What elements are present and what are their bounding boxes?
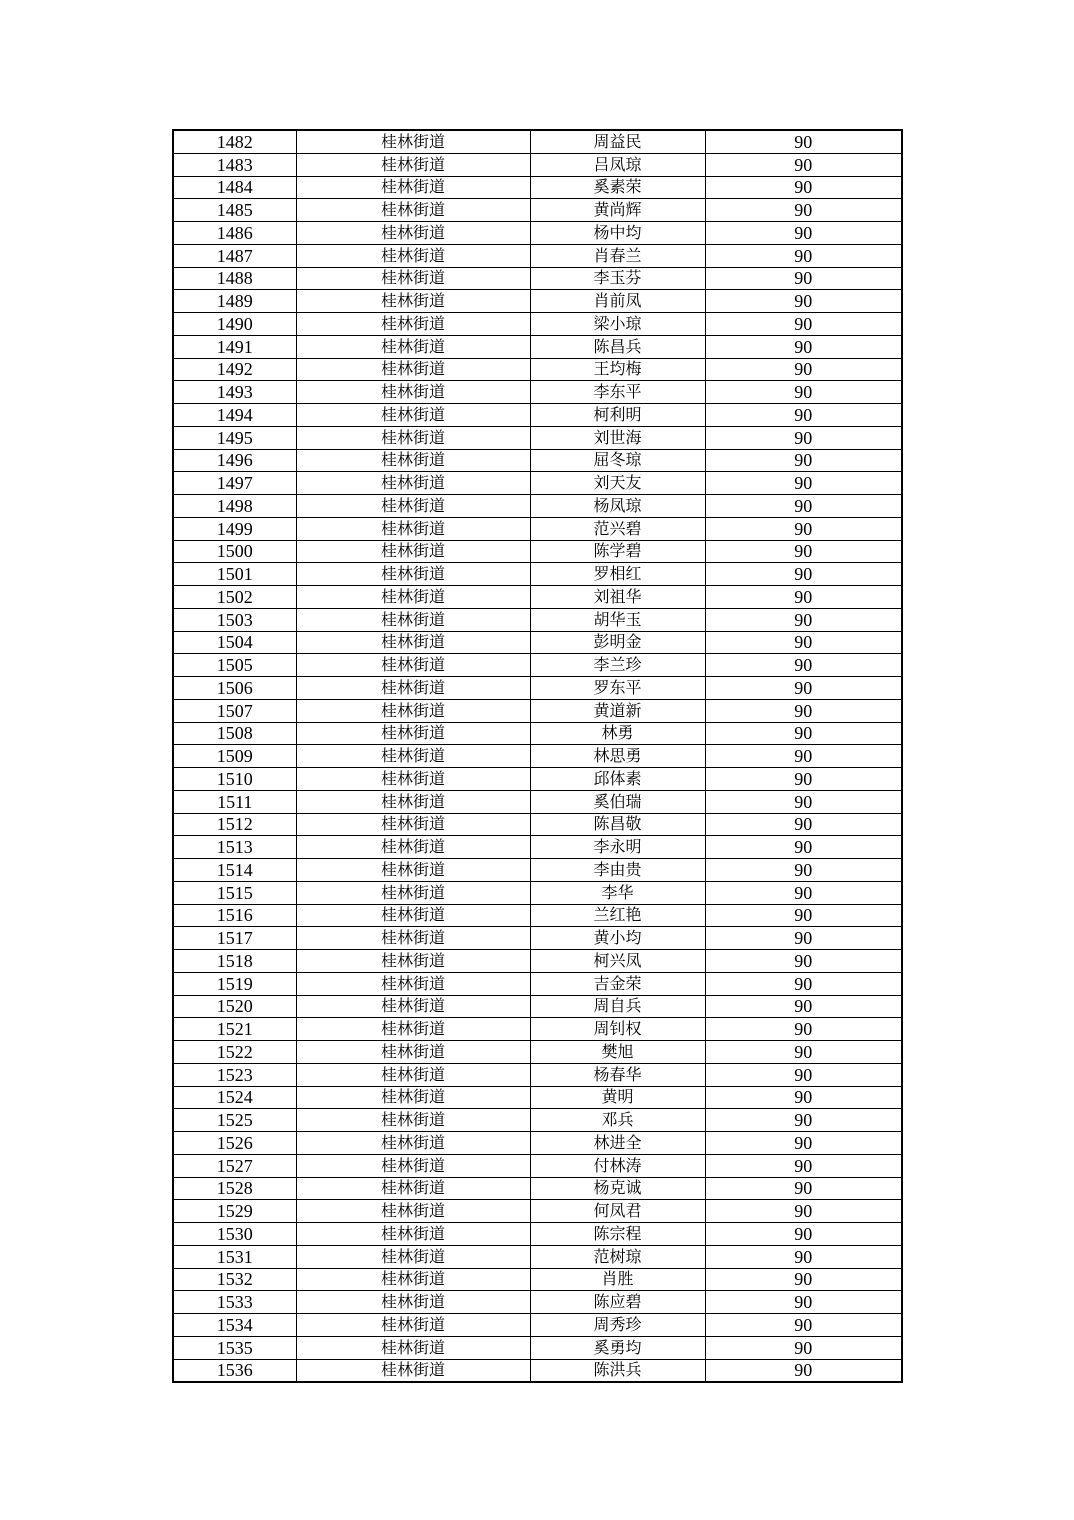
amount-cell: 90	[705, 995, 902, 1018]
amount-cell: 90	[705, 1154, 902, 1177]
subdistrict-cell: 桂林街道	[296, 813, 530, 836]
row-number-cell: 1489	[173, 290, 296, 313]
table-row	[173, 563, 902, 586]
table-row	[173, 1223, 902, 1246]
row-number-cell: 1499	[173, 517, 296, 540]
amount-cell: 90	[705, 358, 902, 381]
table-row	[173, 859, 902, 882]
amount-cell: 90	[705, 1132, 902, 1155]
amount-cell: 90	[705, 404, 902, 427]
table-row	[173, 1132, 902, 1155]
name-cell: 陈洪兵	[530, 1359, 705, 1382]
name-cell: 杨中均	[530, 222, 705, 245]
name-cell: 柯利明	[530, 404, 705, 427]
beneficiary-table	[172, 129, 903, 1383]
row-number-cell: 1490	[173, 313, 296, 336]
table-row	[173, 1109, 902, 1132]
row-number-cell: 1496	[173, 449, 296, 472]
subdistrict-cell: 桂林街道	[296, 176, 530, 199]
subdistrict-cell: 桂林街道	[296, 1086, 530, 1109]
subdistrict-cell: 桂林街道	[296, 426, 530, 449]
table-row	[173, 244, 902, 267]
name-cell: 梁小琼	[530, 313, 705, 336]
table-row	[173, 358, 902, 381]
subdistrict-cell: 桂林街道	[296, 404, 530, 427]
row-number-cell: 1515	[173, 881, 296, 904]
name-cell: 李东平	[530, 381, 705, 404]
amount-cell: 90	[705, 1041, 902, 1064]
amount-cell: 90	[705, 540, 902, 563]
amount-cell: 90	[705, 244, 902, 267]
name-cell: 黄小均	[530, 927, 705, 950]
subdistrict-cell: 桂林街道	[296, 199, 530, 222]
subdistrict-cell: 桂林街道	[296, 881, 530, 904]
name-cell: 邓兵	[530, 1109, 705, 1132]
name-cell: 柯兴凤	[530, 950, 705, 973]
row-number-cell: 1501	[173, 563, 296, 586]
amount-cell: 90	[705, 222, 902, 245]
subdistrict-cell: 桂林街道	[296, 722, 530, 745]
table-row	[173, 1268, 902, 1291]
table-row	[173, 176, 902, 199]
amount-cell: 90	[705, 768, 902, 791]
name-cell: 陈宗程	[530, 1223, 705, 1246]
amount-cell: 90	[705, 1291, 902, 1314]
row-number-cell: 1482	[173, 130, 296, 153]
table-row	[173, 449, 902, 472]
subdistrict-cell: 桂林街道	[296, 790, 530, 813]
subdistrict-cell: 桂林街道	[296, 654, 530, 677]
amount-cell: 90	[705, 563, 902, 586]
row-number-cell: 1521	[173, 1018, 296, 1041]
name-cell: 何凤君	[530, 1200, 705, 1223]
amount-cell: 90	[705, 495, 902, 518]
amount-cell: 90	[705, 449, 902, 472]
subdistrict-cell: 桂林街道	[296, 745, 530, 768]
name-cell: 刘世海	[530, 426, 705, 449]
amount-cell: 90	[705, 881, 902, 904]
row-number-cell: 1514	[173, 859, 296, 882]
subdistrict-cell: 桂林街道	[296, 1268, 530, 1291]
table-row	[173, 995, 902, 1018]
subdistrict-cell: 桂林街道	[296, 586, 530, 609]
amount-cell: 90	[705, 859, 902, 882]
name-cell: 刘祖华	[530, 586, 705, 609]
row-number-cell: 1504	[173, 631, 296, 654]
subdistrict-cell: 桂林街道	[296, 1336, 530, 1359]
table-row	[173, 1041, 902, 1064]
name-cell: 邱体素	[530, 768, 705, 791]
subdistrict-cell: 桂林街道	[296, 381, 530, 404]
name-cell: 罗东平	[530, 677, 705, 700]
subdistrict-cell: 桂林街道	[296, 153, 530, 176]
row-number-cell: 1536	[173, 1359, 296, 1382]
table-row	[173, 745, 902, 768]
table-row	[173, 1018, 902, 1041]
amount-cell: 90	[705, 472, 902, 495]
name-cell: 肖胜	[530, 1268, 705, 1291]
table-row	[173, 1154, 902, 1177]
subdistrict-cell: 桂林街道	[296, 222, 530, 245]
row-number-cell: 1505	[173, 654, 296, 677]
subdistrict-cell: 桂林街道	[296, 290, 530, 313]
amount-cell: 90	[705, 1063, 902, 1086]
subdistrict-cell: 桂林街道	[296, 1291, 530, 1314]
subdistrict-cell: 桂林街道	[296, 677, 530, 700]
amount-cell: 90	[705, 1314, 902, 1337]
name-cell: 兰红艳	[530, 904, 705, 927]
amount-cell: 90	[705, 586, 902, 609]
amount-cell: 90	[705, 1200, 902, 1223]
row-number-cell: 1510	[173, 768, 296, 791]
subdistrict-cell: 桂林街道	[296, 1109, 530, 1132]
row-number-cell: 1529	[173, 1200, 296, 1223]
name-cell: 罗相红	[530, 563, 705, 586]
row-number-cell: 1487	[173, 244, 296, 267]
amount-cell: 90	[705, 790, 902, 813]
row-number-cell: 1525	[173, 1109, 296, 1132]
row-number-cell: 1491	[173, 335, 296, 358]
name-cell: 胡华玉	[530, 608, 705, 631]
amount-cell: 90	[705, 153, 902, 176]
name-cell: 陈昌兵	[530, 335, 705, 358]
amount-cell: 90	[705, 267, 902, 290]
table-row	[173, 1063, 902, 1086]
table-row	[173, 1245, 902, 1268]
name-cell: 肖前凤	[530, 290, 705, 313]
subdistrict-cell: 桂林街道	[296, 859, 530, 882]
row-number-cell: 1519	[173, 972, 296, 995]
amount-cell: 90	[705, 1018, 902, 1041]
subdistrict-cell: 桂林街道	[296, 1359, 530, 1382]
subdistrict-cell: 桂林街道	[296, 540, 530, 563]
row-number-cell: 1495	[173, 426, 296, 449]
subdistrict-cell: 桂林街道	[296, 335, 530, 358]
row-number-cell: 1508	[173, 722, 296, 745]
table-row	[173, 472, 902, 495]
name-cell: 陈学碧	[530, 540, 705, 563]
name-cell: 李玉芬	[530, 267, 705, 290]
amount-cell: 90	[705, 950, 902, 973]
row-number-cell: 1518	[173, 950, 296, 973]
amount-cell: 90	[705, 1086, 902, 1109]
table-row	[173, 267, 902, 290]
table-row	[173, 495, 902, 518]
table-row	[173, 677, 902, 700]
subdistrict-cell: 桂林街道	[296, 472, 530, 495]
subdistrict-cell: 桂林街道	[296, 267, 530, 290]
name-cell: 奚勇均	[530, 1336, 705, 1359]
table-row	[173, 517, 902, 540]
table-row	[173, 199, 902, 222]
table-row	[173, 426, 902, 449]
amount-cell: 90	[705, 813, 902, 836]
row-number-cell: 1498	[173, 495, 296, 518]
amount-cell: 90	[705, 1177, 902, 1200]
row-number-cell: 1503	[173, 608, 296, 631]
name-cell: 周钊权	[530, 1018, 705, 1041]
amount-cell: 90	[705, 426, 902, 449]
subdistrict-cell: 桂林街道	[296, 1018, 530, 1041]
amount-cell: 90	[705, 654, 902, 677]
name-cell: 王均梅	[530, 358, 705, 381]
name-cell: 黄明	[530, 1086, 705, 1109]
subdistrict-cell: 桂林街道	[296, 517, 530, 540]
name-cell: 奚伯瑞	[530, 790, 705, 813]
row-number-cell: 1511	[173, 790, 296, 813]
row-number-cell: 1532	[173, 1268, 296, 1291]
amount-cell: 90	[705, 381, 902, 404]
name-cell: 杨春华	[530, 1063, 705, 1086]
name-cell: 周秀珍	[530, 1314, 705, 1337]
subdistrict-cell: 桂林街道	[296, 244, 530, 267]
table-row	[173, 1314, 902, 1337]
amount-cell: 90	[705, 608, 902, 631]
row-number-cell: 1507	[173, 699, 296, 722]
row-number-cell: 1535	[173, 1336, 296, 1359]
row-number-cell: 1509	[173, 745, 296, 768]
amount-cell: 90	[705, 1359, 902, 1382]
subdistrict-cell: 桂林街道	[296, 1245, 530, 1268]
subdistrict-cell: 桂林街道	[296, 1177, 530, 1200]
amount-cell: 90	[705, 836, 902, 859]
row-number-cell: 1524	[173, 1086, 296, 1109]
subdistrict-cell: 桂林街道	[296, 563, 530, 586]
table-row	[173, 654, 902, 677]
amount-cell: 90	[705, 631, 902, 654]
table-row	[173, 881, 902, 904]
amount-cell: 90	[705, 199, 902, 222]
amount-cell: 90	[705, 130, 902, 153]
name-cell: 范兴碧	[530, 517, 705, 540]
row-number-cell: 1492	[173, 358, 296, 381]
subdistrict-cell: 桂林街道	[296, 130, 530, 153]
table-row	[173, 313, 902, 336]
subdistrict-cell: 桂林街道	[296, 768, 530, 791]
name-cell: 李永明	[530, 836, 705, 859]
amount-cell: 90	[705, 313, 902, 336]
table-row	[173, 904, 902, 927]
amount-cell: 90	[705, 176, 902, 199]
subdistrict-cell: 桂林街道	[296, 950, 530, 973]
name-cell: 肖春兰	[530, 244, 705, 267]
row-number-cell: 1534	[173, 1314, 296, 1337]
amount-cell: 90	[705, 1268, 902, 1291]
table-row	[173, 699, 902, 722]
name-cell: 杨克诚	[530, 1177, 705, 1200]
name-cell: 林勇	[530, 722, 705, 745]
subdistrict-cell: 桂林街道	[296, 1063, 530, 1086]
row-number-cell: 1486	[173, 222, 296, 245]
name-cell: 陈应碧	[530, 1291, 705, 1314]
table-row	[173, 290, 902, 313]
amount-cell: 90	[705, 1223, 902, 1246]
row-number-cell: 1523	[173, 1063, 296, 1086]
name-cell: 刘天友	[530, 472, 705, 495]
amount-cell: 90	[705, 722, 902, 745]
table-row	[173, 1336, 902, 1359]
table-row	[173, 972, 902, 995]
name-cell: 奚素荣	[530, 176, 705, 199]
table-row	[173, 153, 902, 176]
name-cell: 周自兵	[530, 995, 705, 1018]
amount-cell: 90	[705, 745, 902, 768]
name-cell: 黄道新	[530, 699, 705, 722]
table-row	[173, 927, 902, 950]
table-row	[173, 335, 902, 358]
amount-cell: 90	[705, 927, 902, 950]
row-number-cell: 1533	[173, 1291, 296, 1314]
name-cell: 陈昌敬	[530, 813, 705, 836]
subdistrict-cell: 桂林街道	[296, 995, 530, 1018]
table-row	[173, 1291, 902, 1314]
name-cell: 林思勇	[530, 745, 705, 768]
table-row	[173, 586, 902, 609]
row-number-cell: 1506	[173, 677, 296, 700]
name-cell: 彭明金	[530, 631, 705, 654]
amount-cell: 90	[705, 517, 902, 540]
name-cell: 屈冬琼	[530, 449, 705, 472]
row-number-cell: 1531	[173, 1245, 296, 1268]
name-cell: 杨凤琼	[530, 495, 705, 518]
name-cell: 李华	[530, 881, 705, 904]
table-row	[173, 768, 902, 791]
table-row	[173, 404, 902, 427]
amount-cell: 90	[705, 290, 902, 313]
row-number-cell: 1526	[173, 1132, 296, 1155]
table-row	[173, 1177, 902, 1200]
table-row	[173, 1086, 902, 1109]
table-body	[173, 130, 902, 1382]
table-row	[173, 540, 902, 563]
table-row	[173, 130, 902, 153]
amount-cell: 90	[705, 1109, 902, 1132]
row-number-cell: 1500	[173, 540, 296, 563]
row-number-cell: 1497	[173, 472, 296, 495]
table-row	[173, 631, 902, 654]
name-cell: 黄尚辉	[530, 199, 705, 222]
name-cell: 李由贵	[530, 859, 705, 882]
table-row	[173, 836, 902, 859]
row-number-cell: 1516	[173, 904, 296, 927]
subdistrict-cell: 桂林街道	[296, 1314, 530, 1337]
name-cell: 周益民	[530, 130, 705, 153]
subdistrict-cell: 桂林街道	[296, 1154, 530, 1177]
name-cell: 吕凤琼	[530, 153, 705, 176]
name-cell: 吉金荣	[530, 972, 705, 995]
table-row	[173, 222, 902, 245]
row-number-cell: 1513	[173, 836, 296, 859]
amount-cell: 90	[705, 699, 902, 722]
subdistrict-cell: 桂林街道	[296, 699, 530, 722]
row-number-cell: 1494	[173, 404, 296, 427]
row-number-cell: 1528	[173, 1177, 296, 1200]
subdistrict-cell: 桂林街道	[296, 904, 530, 927]
row-number-cell: 1522	[173, 1041, 296, 1064]
table-row	[173, 790, 902, 813]
table-row	[173, 1200, 902, 1223]
row-number-cell: 1493	[173, 381, 296, 404]
row-number-cell: 1527	[173, 1154, 296, 1177]
row-number-cell: 1484	[173, 176, 296, 199]
row-number-cell: 1530	[173, 1223, 296, 1246]
subdistrict-cell: 桂林街道	[296, 836, 530, 859]
subdistrict-cell: 桂林街道	[296, 313, 530, 336]
subdistrict-cell: 桂林街道	[296, 449, 530, 472]
table-row	[173, 722, 902, 745]
table-row	[173, 950, 902, 973]
name-cell: 李兰珍	[530, 654, 705, 677]
table-row	[173, 381, 902, 404]
row-number-cell: 1488	[173, 267, 296, 290]
row-number-cell: 1485	[173, 199, 296, 222]
subdistrict-cell: 桂林街道	[296, 1132, 530, 1155]
table-row	[173, 1359, 902, 1382]
subdistrict-cell: 桂林街道	[296, 1200, 530, 1223]
name-cell: 付林涛	[530, 1154, 705, 1177]
subdistrict-cell: 桂林街道	[296, 608, 530, 631]
amount-cell: 90	[705, 904, 902, 927]
subdistrict-cell: 桂林街道	[296, 1041, 530, 1064]
row-number-cell: 1520	[173, 995, 296, 1018]
table-row	[173, 608, 902, 631]
subdistrict-cell: 桂林街道	[296, 358, 530, 381]
row-number-cell: 1483	[173, 153, 296, 176]
amount-cell: 90	[705, 1245, 902, 1268]
subdistrict-cell: 桂林街道	[296, 972, 530, 995]
name-cell: 范树琼	[530, 1245, 705, 1268]
name-cell: 樊旭	[530, 1041, 705, 1064]
amount-cell: 90	[705, 677, 902, 700]
row-number-cell: 1517	[173, 927, 296, 950]
subdistrict-cell: 桂林街道	[296, 495, 530, 518]
subdistrict-cell: 桂林街道	[296, 1223, 530, 1246]
amount-cell: 90	[705, 1336, 902, 1359]
row-number-cell: 1502	[173, 586, 296, 609]
table-row	[173, 813, 902, 836]
amount-cell: 90	[705, 972, 902, 995]
row-number-cell: 1512	[173, 813, 296, 836]
amount-cell: 90	[705, 335, 902, 358]
subdistrict-cell: 桂林街道	[296, 631, 530, 654]
subdistrict-cell: 桂林街道	[296, 927, 530, 950]
name-cell: 林进全	[530, 1132, 705, 1155]
